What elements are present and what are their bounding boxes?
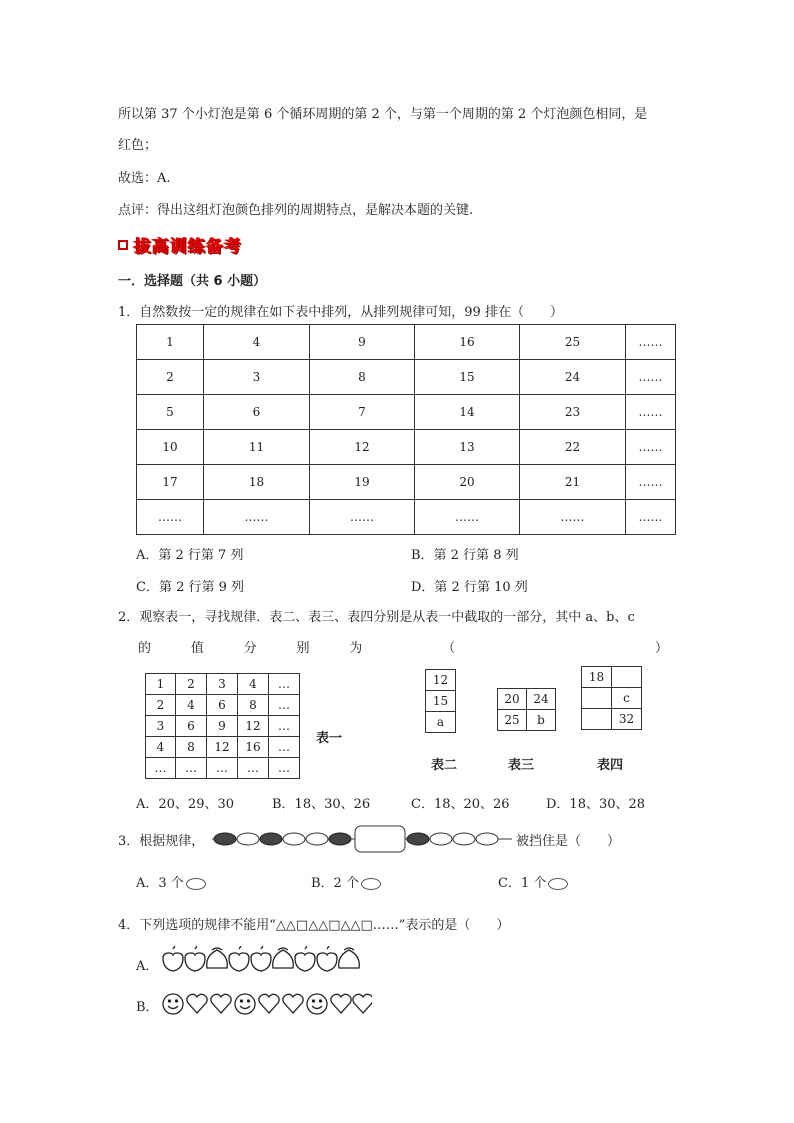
q1-number-table [136,324,676,535]
light-bead [237,833,259,845]
q4-option-a-figure [160,946,360,974]
table-row [426,691,456,712]
table-cell: 15 [426,691,456,712]
table-cell: 13 [415,430,520,465]
table-cell: … [269,695,300,716]
smiley-icon [235,994,255,1014]
table-cell: 14 [415,395,520,430]
table-cell: 6 [176,716,207,737]
q3-option-c[interactable] [498,872,568,891]
table-cell: a [426,712,456,733]
table-row [146,716,300,737]
table-cell: … [269,737,300,758]
dark-bead [407,833,429,845]
table-cell: …… [626,395,676,430]
table-cell: 12 [238,716,269,737]
table-cell: 7 [310,395,415,430]
table-row [146,674,300,695]
table-row [582,667,642,688]
table-cell: …… [626,325,676,360]
q4-option-b[interactable] [136,996,159,1015]
table-row [146,695,300,716]
table-cell: 8 [238,695,269,716]
table-cell: 2 [146,695,176,716]
part-title: 一．选择题（共 6 小题） [118,274,267,289]
table-cell: …… [626,500,676,535]
peach-icon [207,948,228,968]
q2-table-4 [581,666,642,730]
q2-stem-word: 为 [349,641,363,656]
table-row [137,465,676,500]
q2-stem-word: 分 [243,641,257,656]
q3-option-a-label: A．3 个 [136,876,184,891]
table-row [137,395,676,430]
q2-table-2 [425,669,456,733]
table-cell: …… [520,500,626,535]
table-cell: 8 [310,360,415,395]
table-cell [582,688,612,709]
table-cell: …… [626,360,676,395]
table-cell: 17 [137,465,204,500]
q1-option-c[interactable]: C．第 2 行第 9 列 [136,580,245,595]
heart-icon [283,994,303,1013]
q3-option-c-label: C．1 个 [498,876,547,891]
q2-table-4-label: 表四 [597,758,624,773]
q4-stem: 4．下列选项的规律不能用“△△□△△□△△□……”表示的是（ ） [118,918,510,933]
table-cell: 2 [176,674,207,695]
q1-option-a[interactable]: A．第 2 行第 7 列 [136,548,244,563]
table-cell: 12 [426,670,456,691]
table-cell: 18 [204,465,310,500]
table-cell: c [612,688,642,709]
dark-bead [214,833,236,845]
light-bead [283,833,305,845]
table-cell: … [176,758,207,779]
table-cell: 1 [146,674,176,695]
q2-stem-word: 别 [296,641,310,656]
table-cell: 12 [207,737,238,758]
square-bullet-icon [118,240,128,250]
table-cell: 12 [310,430,415,465]
table-cell: … [269,716,300,737]
table-cell: 4 [146,737,176,758]
table-cell: 24 [520,360,626,395]
bead-string-figure [212,822,514,856]
q2-stem: 2．观察表一，寻找规律．表二、表三、表四分别是从表一中截取的一部分，其中 a、b、c [118,610,635,625]
q1-option-b[interactable]: B．第 2 行第 8 列 [411,548,519,563]
q1-option-d[interactable]: D．第 2 行第 10 列 [411,580,528,595]
table-cell: …… [415,500,520,535]
apple-icon [251,946,271,971]
q2-table-2-label: 表二 [431,758,458,773]
table-cell: 8 [176,737,207,758]
table-cell: 3 [207,674,238,695]
q3-stem-a: 3．根据规律， [118,834,205,849]
table-row [137,430,676,465]
q2-option-c[interactable]: C．18、20、26 [411,797,510,812]
light-bead [306,833,328,845]
table-cell: 21 [520,465,626,500]
heart-icon [211,994,231,1013]
oval-icon [548,878,568,890]
table-cell: 3 [204,360,310,395]
q4-option-b-figure [162,992,372,1018]
smiley-icon [163,994,183,1014]
table-cell: 25 [498,710,527,731]
table-cell: 18 [582,667,612,688]
table-cell: 15 [415,360,520,395]
q4-option-a[interactable] [136,955,158,974]
table-cell: 16 [415,325,520,360]
table-cell: … [269,758,300,779]
table-cell: 22 [520,430,626,465]
peach-icon [339,948,360,968]
peach-icon [273,948,294,968]
apple-icon [295,946,315,971]
table-cell: 5 [137,395,204,430]
table-row [146,758,300,779]
table-cell [582,709,612,730]
q2-stem-word: （ [442,641,456,656]
q2-table-3 [497,688,556,731]
q2-table-3-label: 表三 [508,758,535,773]
table-cell: 23 [520,395,626,430]
table-cell: … [146,758,176,779]
table-cell: 9 [310,325,415,360]
oval-icon [361,878,381,890]
heart-icon [259,994,279,1013]
q2-option-a[interactable]: A．20、29、30 [136,797,235,812]
table-cell [612,667,642,688]
oval-icon [186,878,206,890]
table-cell: … [207,758,238,779]
q2-stem-word: 的 [138,641,152,656]
table-row [137,325,676,360]
table-row [582,709,642,730]
table-cell: 16 [238,737,269,758]
table-cell: 6 [207,695,238,716]
table-cell: 24 [527,689,556,710]
table-row [498,710,556,731]
dark-bead [260,833,282,845]
table-cell: 1 [137,325,204,360]
q1-stem: 1．自然数按一定的规律在如下表中排列，从排列规律可知，99 排在（ ） [118,305,563,320]
table-cell: …… [204,500,310,535]
intro-line-4: 点评：得出这组灯泡颜色排列的周期特点，是解决本题的关键. [118,203,474,218]
heart-icon [353,994,372,1013]
intro-line-3: 故选：A. [118,171,171,186]
table-row [137,360,676,395]
table-cell: 20 [415,465,520,500]
q4-option-b-label: B． [136,1000,159,1015]
apple-icon [163,946,183,971]
table-cell: b [527,710,556,731]
q3-option-a[interactable] [136,872,206,891]
table-cell: 25 [520,325,626,360]
cover-box [355,826,405,852]
table-row [582,688,642,709]
apple-icon [317,946,337,971]
table-cell: 4 [204,325,310,360]
table-row [498,689,556,710]
table-cell: …… [137,500,204,535]
table-cell: 6 [204,395,310,430]
q2-stem-word: 值 [190,641,204,656]
heart-icon [187,994,207,1013]
q4-option-a-label: A． [136,959,159,974]
q3-option-b[interactable] [311,872,381,891]
q2-table-1 [145,673,300,779]
q2-option-b[interactable]: B．18、30、26 [272,797,371,812]
table-cell: 2 [137,360,204,395]
light-bead [476,833,498,845]
apple-icon [229,946,249,971]
section-heading-text: 拔高训练备考 [134,237,242,257]
q2-option-d[interactable]: D．18、30、28 [546,797,646,812]
dark-bead [329,833,351,845]
q3-stem-b: 被挡住是（ ） [516,834,621,849]
light-bead [430,833,452,845]
table-cell: … [238,758,269,779]
q2-stem-word: ） [654,641,668,656]
table-cell: 4 [176,695,207,716]
table-cell: 11 [204,430,310,465]
table-cell: …… [310,500,415,535]
table-row [426,712,456,733]
table-cell: 20 [498,689,527,710]
table-cell: 10 [137,430,204,465]
table-row [426,670,456,691]
table-row [146,737,300,758]
table-cell: 3 [146,716,176,737]
table-cell: 19 [310,465,415,500]
table-cell: …… [626,465,676,500]
apple-icon [185,946,205,971]
table-cell: 4 [238,674,269,695]
heart-icon [331,994,351,1013]
q2-table-1-label: 表一 [316,731,343,746]
q2-stem-line2 [138,637,668,656]
smiley-icon [307,994,327,1014]
intro-line-1: 所以第 37 个小灯泡是第 6 个循环周期的第 2 个，与第一个周期的第 2 个灯泡颜色相同，是 [118,107,648,122]
intro-line-2: 红色； [118,138,158,153]
table-cell: 9 [207,716,238,737]
light-bead [453,833,475,845]
q3-option-b-label: B．2 个 [311,876,359,891]
table-cell: 32 [612,709,642,730]
section-heading [118,232,242,257]
table-cell: … [269,674,300,695]
table-row [137,500,676,535]
table-cell: …… [626,430,676,465]
